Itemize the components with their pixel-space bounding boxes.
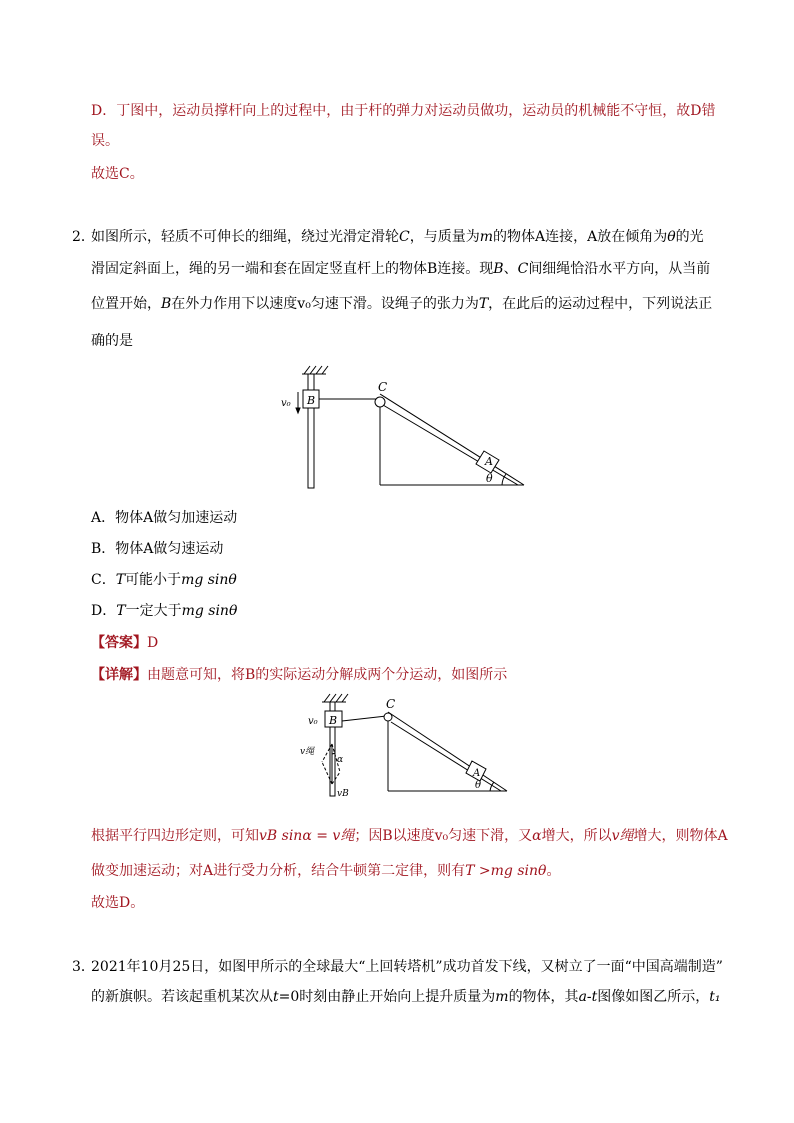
fig2-label-c: C — [386, 697, 396, 711]
fig2-label-b: B — [329, 714, 338, 727]
detail-line1: 【详解】由题意可知，将B的实际运动分解成两个分运动，如图所示 — [91, 667, 508, 683]
fig2-label-theta: θ — [475, 780, 482, 791]
fig1-label-c: C — [378, 380, 388, 394]
fig2-label-v0: v₀ — [308, 716, 318, 727]
prev-option-d-line1: D．丁图中，运动员撑杆向上的过程中，由于杆的弹力对运动员做功，运动员的机械能不守恒，故D错 — [91, 103, 716, 119]
fig1-label-a: A — [485, 455, 493, 468]
detail-line3: 做变加速运动；对A进行受力分析，结合牛顿第二定律，则有T >mg sinθ。 — [91, 863, 561, 879]
question-2-stem-line1: 如图所示，轻质不可伸长的细绳，绕过光滑定滑轮C，与质量为m的物体A连接，A放在倾角为θ的光 — [91, 229, 704, 245]
fig2-label-alpha: α — [337, 755, 344, 765]
option-a: A．物体A做匀加速运动 — [91, 510, 238, 526]
detail-label: 【详解】 — [91, 667, 147, 683]
question-2-stem-line2: 滑固定斜面上，绳的另一端和套在固定竖直杆上的物体B连接。现B、C间细绳恰沿水平方向，从当前 — [91, 261, 711, 277]
fig1-label-b: B — [307, 394, 316, 407]
option-d: D．T一定大于mg sinθ — [91, 603, 238, 619]
question-2-stem-line4: 确的是 — [91, 333, 133, 349]
question-3-line2: 的新旗帜。若该起重机某次从t=0时刻由静止开始向上提升质量为m的物体，其a-t图像如图乙所示，t₁ — [91, 989, 721, 1005]
question-2-stem-line3: 位置开始，B在外力作用下以速度v₀匀速下滑。设绳子的张力为T，在此后的运动过程中，下列说法正 — [91, 296, 713, 312]
question-3-number: 3． — [72, 959, 95, 975]
answer-label: 【答案】 — [91, 635, 147, 651]
fig1-label-theta: θ — [486, 472, 493, 485]
detail-line2: 根据平行四边形定则，可知vB sinα = v绳；因B以速度v₀匀速下滑，又α增大，所以v绳增大，则物体A — [91, 828, 728, 844]
detail-choice: 故选D。 — [91, 895, 145, 911]
prev-choice: 故选C。 — [91, 166, 144, 182]
fig1-label-v0: v₀ — [281, 398, 291, 409]
detail-figure — [300, 690, 515, 803]
option-c: C．T可能小于mg sinθ — [91, 572, 237, 588]
fig2-label-vb: vB — [337, 789, 349, 799]
question-3-line1: 2021年10月25日，如图甲所示的全球最大“上回转塔机”成功首发下线，又树立了一面“中国高端制造” — [91, 959, 723, 975]
option-b: B．物体A做匀速运动 — [91, 541, 224, 557]
answer-value: D — [147, 635, 159, 651]
prev-option-d-line2: 误。 — [91, 133, 119, 149]
fig2-label-vrope: v绳 — [300, 747, 315, 757]
question-2-number: 2． — [72, 229, 95, 245]
answer — [91, 633, 158, 653]
question-2-figure — [270, 362, 532, 494]
fig2-label-a: A — [473, 768, 481, 779]
